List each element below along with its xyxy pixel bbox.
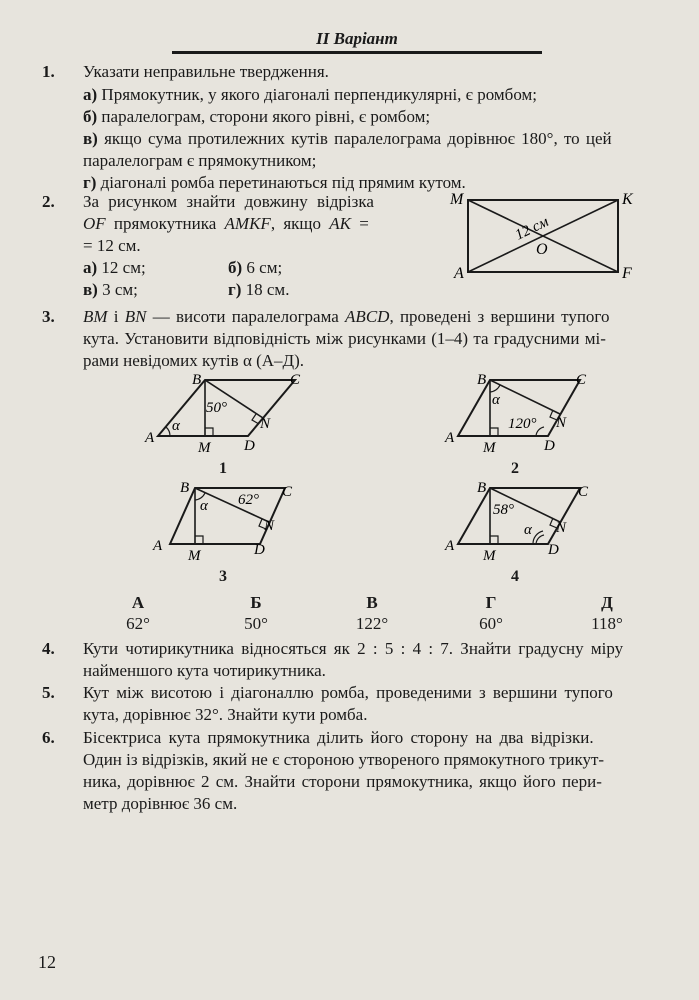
q1-option-b: б) паралелограм, сторони якого рівні, є ромбом; <box>83 107 431 126</box>
q2-rectangle-figure <box>448 188 643 283</box>
vertex-b: B <box>477 480 487 496</box>
q3-line2: кута. Установити відповідність між рисунками (1–4) та градусними мі- <box>83 329 606 348</box>
q4-line1: Кути чотирикутника відносяться як 2 : 5 : 4 : 7. Знайти градусну міру <box>83 639 624 658</box>
figure-2-label: 2 <box>511 460 519 477</box>
label-k: K <box>622 191 633 208</box>
vertex-d: D <box>254 542 265 558</box>
q3-figure-4 <box>440 478 610 564</box>
vertex-a: A <box>445 538 455 554</box>
q2-line3: = 12 см. <box>83 236 141 255</box>
q1-text: Указати неправильне твердження. <box>83 62 329 81</box>
right-angle-mark <box>490 428 498 436</box>
answer-letter: Б <box>250 593 262 612</box>
vertex-a: A <box>153 538 163 554</box>
angle-arc <box>166 427 170 436</box>
alpha-label: α <box>200 498 208 514</box>
label-a: A <box>454 265 464 282</box>
figure-3-label: 3 <box>219 568 227 585</box>
height-bn <box>490 380 560 414</box>
right-angle-mark <box>195 536 203 544</box>
angle-label: 58° <box>493 502 514 518</box>
vertex-m: M <box>483 548 496 564</box>
answer-value: 60° <box>479 614 503 633</box>
answer-letter: Д <box>601 593 613 612</box>
variant-header: II Варіант <box>172 27 542 54</box>
right-angle-mark <box>490 536 498 544</box>
q3-number: 3. <box>42 307 55 326</box>
q6-line2: Один із відрізків, який не є стороною утвореного прямокутного трикут- <box>83 750 605 769</box>
answer-letter: В <box>366 593 378 612</box>
answer-letter: Г <box>485 593 497 612</box>
q3-line3: рами невідомих кутів α (А–Д). <box>83 351 305 370</box>
q2-option-a: а) 12 см; <box>83 258 146 277</box>
angle-arc <box>536 427 544 436</box>
q5-number: 5. <box>42 683 55 702</box>
label-length: 12 см <box>512 213 552 244</box>
answer-value: 122° <box>355 614 389 633</box>
q6-line1: Бісектриса кута прямокутника ділить його сторону на два відрізки. <box>83 728 594 747</box>
q6-line4: метр дорівнює 36 см. <box>83 794 238 813</box>
vertex-b: B <box>477 372 487 388</box>
q5-line1: Кут між висотою і діагоналлю ромба, проведеними з вершини тупого <box>83 683 613 702</box>
vertex-n: N <box>260 416 271 432</box>
alpha-label: α <box>492 392 500 408</box>
vertex-d: D <box>548 542 559 558</box>
q2-line1: За рисунком знайти довжину відрізка <box>83 192 374 211</box>
vertex-c: C <box>578 484 589 500</box>
q2-option-c: в) 3 см; <box>83 280 138 299</box>
q1-number: 1. <box>42 62 55 81</box>
q1-option-c: в) якщо сума протилежних кутів паралелограма дорівнює 180°, то цей <box>83 129 612 148</box>
q3-figure-1 <box>140 370 310 452</box>
label-o: O <box>536 241 548 258</box>
q2-line2: OF прямокутника AMKF, якщо AK = <box>83 214 369 233</box>
figure-4-label: 4 <box>511 568 519 585</box>
q3-figure-2 <box>440 370 610 452</box>
answer-value: 118° <box>591 614 623 633</box>
vertex-c: C <box>282 484 293 500</box>
q2-number: 2. <box>42 192 55 211</box>
vertex-a: A <box>445 430 455 446</box>
answer-value: 62° <box>126 614 150 633</box>
vertex-n: N <box>556 520 567 536</box>
q1-option-d: г) діагоналі ромба перетинаються під прямим кутом. <box>83 173 466 192</box>
angle-label: 50° <box>206 400 227 416</box>
q3-line1: BM і BN — висоти паралелограма ABCD, проведені з вершини тупого <box>83 307 610 326</box>
q3-figure-3 <box>140 478 310 564</box>
vertex-a: A <box>145 430 155 446</box>
q1-option-c-cont: паралелограм є прямокутником; <box>83 151 317 170</box>
q5-line2: кута, дорівнює 32°. Знайти кути ромба. <box>83 705 368 724</box>
q6-number: 6. <box>42 728 55 747</box>
angle-arc <box>490 385 500 392</box>
angle-arc <box>533 531 543 544</box>
angle-label: 62° <box>238 492 259 508</box>
q4-number: 4. <box>42 639 55 658</box>
vertex-m: M <box>198 440 211 452</box>
answer-letter: А <box>131 593 145 612</box>
alpha-label: α <box>172 418 180 434</box>
answer-value: 50° <box>244 614 268 633</box>
vertex-d: D <box>544 438 555 452</box>
vertex-m: M <box>483 440 496 452</box>
angle-label: 120° <box>508 416 537 432</box>
right-angle-mark <box>205 428 213 436</box>
vertex-d: D <box>244 438 255 452</box>
angle-arc <box>536 535 544 544</box>
vertex-b: B <box>192 372 202 388</box>
q2-option-d: г) 18 см. <box>228 280 290 299</box>
label-f: F <box>622 265 632 282</box>
label-m: M <box>450 191 464 208</box>
page-number: 12 <box>38 952 56 972</box>
vertex-n: N <box>556 415 567 431</box>
figure-1-label: 1 <box>219 460 227 477</box>
vertex-c: C <box>576 372 587 388</box>
vertex-c: C <box>290 372 301 388</box>
q1-option-a: а) Прямокутник, у якого діагоналі перпендикулярні, є ромбом; <box>83 85 537 104</box>
vertex-n: N <box>264 518 275 534</box>
alpha-label: α <box>524 522 532 538</box>
q2-option-b: б) 6 см; <box>228 258 283 277</box>
q6-line3: ника, дорівнює 2 см. Знайти сторони прямокутника, якщо його пери- <box>83 772 602 791</box>
vertex-b: B <box>180 480 190 496</box>
parallelogram <box>170 488 285 544</box>
q4-line2: найменшого кута чотирикутника. <box>83 661 326 680</box>
vertex-m: M <box>188 548 201 564</box>
